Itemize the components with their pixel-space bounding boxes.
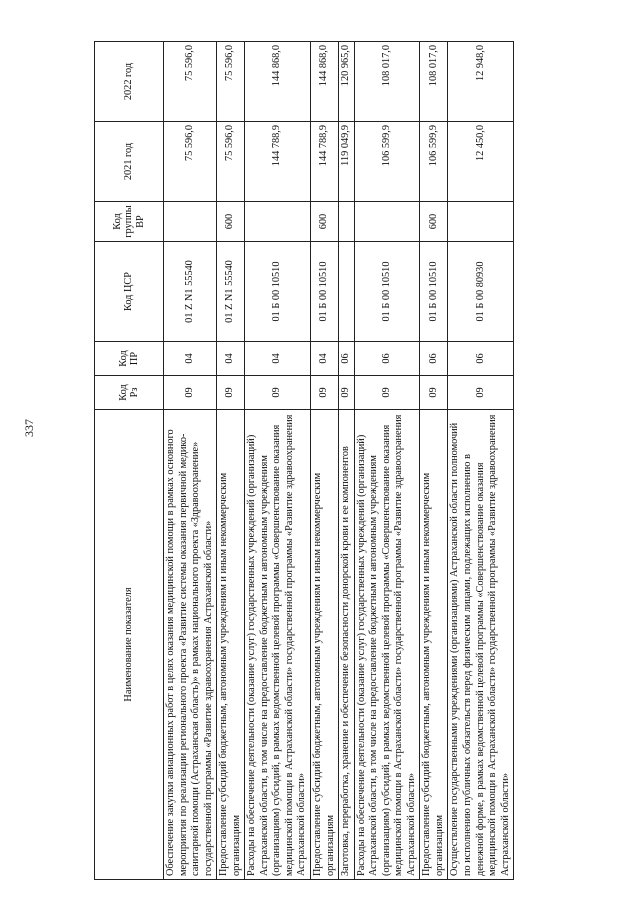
row-2021: 106 599,9 [354, 122, 420, 202]
table-row [448, 42, 514, 880]
row-pr: 04 [217, 342, 245, 376]
row-vr [354, 202, 420, 242]
row-vr: 600 [420, 202, 448, 242]
row-2022: 108 017,0 [354, 42, 420, 122]
row-pr: 04 [164, 342, 217, 376]
budget-table [94, 41, 514, 880]
header-csr: Код ЦСР [95, 242, 164, 342]
row-vr [245, 202, 311, 242]
row-name: Расходы на обеспечение деятельности (оказание услуг) государственных учреждений (организаций) Астраханской области, в том числе на предоставление бюджетным и автономным учреждениям (организациям) субсидий, в рамках ведомственной целевой программы «Совершенствование оказания медицинской помощи в Астраханской области» государственной программы «Развитие здравоохранения Астраханской области» [245, 410, 311, 880]
row-vr [448, 202, 514, 242]
row-name: Предоставление субсидий бюджетным, автономным учреждениям и иным некоммерческим организациям [420, 410, 448, 880]
table-row [164, 42, 217, 880]
row-2022: 144 868,0 [245, 42, 311, 122]
header-name: Наименование показателя [95, 410, 164, 880]
row-2021: 75 596,0 [217, 122, 245, 202]
row-pr: 06 [354, 342, 420, 376]
row-name: Предоставление субсидий бюджетным, автономным учреждениям и иным некоммерческим организациям [311, 410, 339, 880]
header-vr: Код группы ВР [95, 202, 164, 242]
row-csr: 01 Б 00 10510 [311, 242, 339, 342]
row-2021: 144 788,9 [245, 122, 311, 202]
row-csr: 01 Б 00 10510 [420, 242, 448, 342]
row-vr [339, 202, 355, 242]
row-2022: 75 596,0 [217, 42, 245, 122]
row-rz: 09 [420, 376, 448, 410]
table-header-row [95, 42, 164, 880]
row-2022: 120 965,0 [339, 42, 355, 122]
table-row [245, 42, 311, 880]
row-name: Заготовка, переработка, хранение и обеспечение безопасности донорской крови и ее компонентов [339, 410, 355, 880]
table-row [311, 42, 339, 880]
row-2021: 144 788,9 [311, 122, 339, 202]
header-rz: Код Рз [95, 376, 164, 410]
row-rz: 09 [217, 376, 245, 410]
row-csr: 01 Z N1 55540 [164, 242, 217, 342]
row-rz: 09 [339, 376, 355, 410]
row-pr: 06 [339, 342, 355, 376]
row-csr: 01 Б 00 10510 [245, 242, 311, 342]
row-rz: 09 [448, 376, 514, 410]
header-2021: 2021 год [95, 122, 164, 202]
table-row [354, 42, 420, 880]
row-pr: 06 [420, 342, 448, 376]
row-csr: 01 Z N1 55540 [217, 242, 245, 342]
row-pr: 04 [311, 342, 339, 376]
row-2022: 75 596,0 [164, 42, 217, 122]
row-2021: 106 599,9 [420, 122, 448, 202]
row-pr: 06 [448, 342, 514, 376]
row-rz: 09 [245, 376, 311, 410]
row-2022: 108 017,0 [420, 42, 448, 122]
page-number: 337 [22, 419, 36, 437]
table-row [217, 42, 245, 880]
header-pr: Код ПР [95, 342, 164, 376]
row-2022: 144 868,0 [311, 42, 339, 122]
rotated-table-container [94, 42, 614, 880]
row-rz: 09 [164, 376, 217, 410]
row-2021: 119 049,9 [339, 122, 355, 202]
row-csr: 01 Б 00 10510 [354, 242, 420, 342]
row-rz: 09 [354, 376, 420, 410]
row-2021: 75 596,0 [164, 122, 217, 202]
row-name: Расходы на обеспечение деятельности (оказание услуг) государственных учреждений (организаций) Астраханской области, в том числе на предоставление бюджетным и автономным учреждениям (организациям) субсидий, в рамках ведомственной целевой программы «Совершенствование оказания медицинской помощи в Астраханской области» государственной программы «Развитие здравоохранения Астраханской области» [354, 410, 420, 880]
row-csr [339, 242, 355, 342]
table-row [339, 42, 355, 880]
table-row [420, 42, 448, 880]
row-name: Осуществление государственными учреждениями (организациями) Астраханской области полномочий по исполнению публичных обязательств перед физическим лицами, подлежащих исполнению в денежной форме, в рамках ведомственной целевой программы «Совершенствование оказания медицинской помощи в Астраханской области» государственной программы «Развитие здравоохранения Астраханской области» [448, 410, 514, 880]
row-vr: 600 [311, 202, 339, 242]
row-vr [164, 202, 217, 242]
row-pr: 04 [245, 342, 311, 376]
row-2021: 12 450,0 [448, 122, 514, 202]
row-rz: 09 [311, 376, 339, 410]
row-csr: 01 Б 00 80930 [448, 242, 514, 342]
row-vr: 600 [217, 202, 245, 242]
row-name: Предоставление субсидий бюджетным, автономным учреждениям и иным некоммерческим организациям [217, 410, 245, 880]
header-2022: 2022 год [95, 42, 164, 122]
row-2022: 12 948,0 [448, 42, 514, 122]
row-name: Обеспечение закупки авиационных работ в целях оказания медицинской помощи в рамках основного мероприятия по реализации регионального проекта «Развитие системы оказания первичной медико-санитарной помощи (Астраханская область)» в рамках национального проекта «Здравоохранение» государственной программы «Развитие здравоохранения Астраханской области» [164, 410, 217, 880]
